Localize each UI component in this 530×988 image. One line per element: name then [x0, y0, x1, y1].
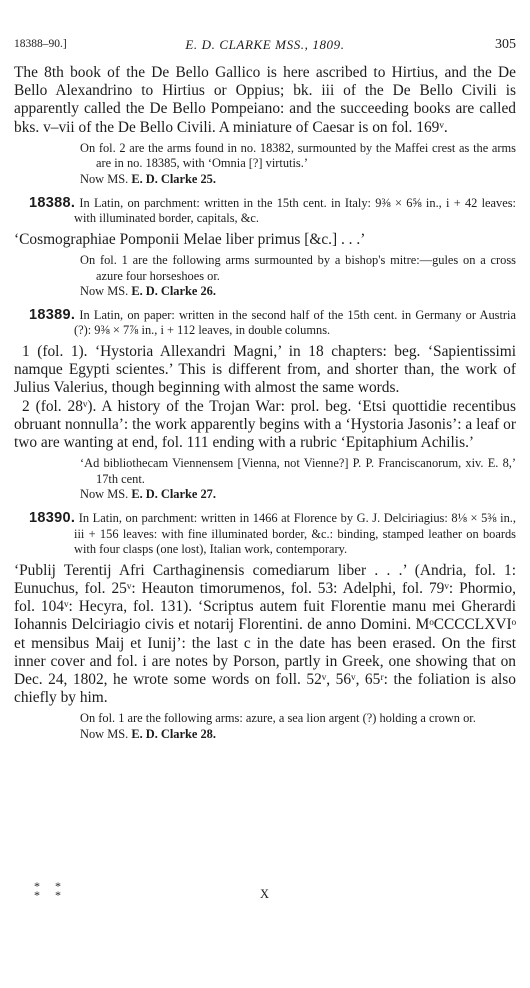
header-title: E. D. CLARKE MSS., 1809. — [185, 37, 345, 52]
entry-description: In Latin, on parchment: written in the 15th cent. in Italy: 9⅜ × 6⅝ in., i + 42 leaves: with illuminated border, capitals, &c. — [74, 195, 516, 226]
header-range: 18388–90.] — [14, 38, 67, 50]
intro-paragraph: The 8th book of the De Bello Gallico is here ascribed to Hirtius, and the De Bello Alexandrino to Hirtius or Oppius; bk. iii of the De Bello Civili is apparently called the De Bello Pompeiano: and the succeeding books are called bks. v–vii of the De Bello Civili. A miniature of Caesar is on fol. 169ᵛ. — [14, 64, 516, 136]
page-content — [14, 64, 516, 743]
shelfmark-name: E. D. Clarke 27. — [131, 487, 216, 502]
shelfmark: Now MS. E. D. Clarke 26. — [80, 284, 216, 299]
signature-mark: X — [260, 887, 270, 901]
shelfmark-name: E. D. Clarke 28. — [131, 726, 216, 741]
intro-note: On fol. 2 are the arms found in no. 18382, surmounted by the Maffei crest as the arms are in no. 18385, with ‘Omnia [?] virtutis.’ — [80, 140, 516, 171]
page-number: 305 — [495, 37, 516, 52]
entry-number: 18390. — [29, 509, 76, 526]
entry-number: 18388. — [29, 194, 76, 211]
shelfmark-name: E. D. Clarke 25. — [131, 172, 216, 186]
entry-description: In Latin, on parchment: written in 1466 at Florence by G. J. Delciriagius: 8⅛ × 5⅜ in., iii + 156 leaves: with fine illuminated border, &c.: binding, stamped leather on boards with four clasps (one lost), Italian work, contemporary. — [74, 510, 516, 557]
footer — [14, 879, 516, 912]
shelfmark: Now MS. E. D. Clarke 28. — [80, 726, 216, 741]
asterisk-mark: * * * * — [34, 879, 67, 902]
shelfmark: Now MS. E. D. Clarke 25. — [80, 172, 216, 186]
entry-note: ‘Ad bibliothecam Viennensem [Vienna, not Vienne?] P. P. Franciscanorum, xiv. E. 8,’ 17th cent. — [80, 456, 516, 486]
entry-item-2: 2 (fol. 28ᵛ). A history of the Trojan War: prol. beg. ‘Etsi quottidie recentibus obruant nonnulla’: the work apparently begins with a ‘Hystoria Jasonis’: a leaf or two are wanting at end, fol. 111 ending with a rubric ‘Epitaphium Achilis.’ — [14, 397, 516, 451]
entry-note: On fol. 1 are the following arms: azure, a sea lion argent (?) holding a crown or. — [80, 711, 476, 726]
entry-18390 — [14, 511, 516, 558]
entry-item-1: 1 (fol. 1). ‘Hystoria Allexandri Magni,’ in 18 chapters: beg. ‘Sapientissimi namque Egypti scientes.’ This is different from, and shorter than, the work of Julius Valerius, though beginning with almost the same words. — [14, 342, 516, 397]
shelfmark-name: E. D. Clarke 26. — [131, 284, 216, 299]
running-header — [14, 37, 516, 55]
entry-18389 — [14, 308, 516, 339]
entry-text: ‘Publij Terentij Afri Carthaginensis comediarum liber . . .’ (Andria, fol. 1: Eunuchus, fol. 25ᵛ: Heauton timorumenos, fol. 53: Adelphi, fol. 79ᵛ: Phormio, fol. 104ᵛ: Hecyra, fol. 131). ‘Scriptus autem fuit Florentie manu mei Gherardi Iohannis Delciriagio civis et notarij Florentini. de anno Domini. MᵒCCCCLXVIᵒ et mensibus Maij et Iunij’: the last c in the date has been erased. On the first inner cover and fol. i are notes by Porson, partly in Greek, one showing that on Dec. 24, 1802, he wrote some words on foll. 52ᵛ, 56ᵛ, 65ʳ: the foliation is also chiefly by him. — [14, 561, 516, 707]
shelfmark: Now MS. E. D. Clarke 27. — [80, 487, 216, 502]
entry-description: In Latin, on paper: written in the second half of the 15th cent. in Germany or Austria (?): 9⅜ × 7⅞ in., i + 112 leaves, in double columns. — [74, 307, 516, 338]
entry-note: On fol. 1 are the following arms surmounted by a bishop's mitre:—gules on a cross azure four horseshoes or. — [80, 252, 516, 283]
entry-number: 18389. — [29, 306, 76, 323]
entry-title: ‘Cosmographiae Pomponii Melae liber primus [&c.] . . .’ — [14, 230, 366, 248]
entry-18388 — [14, 196, 516, 227]
